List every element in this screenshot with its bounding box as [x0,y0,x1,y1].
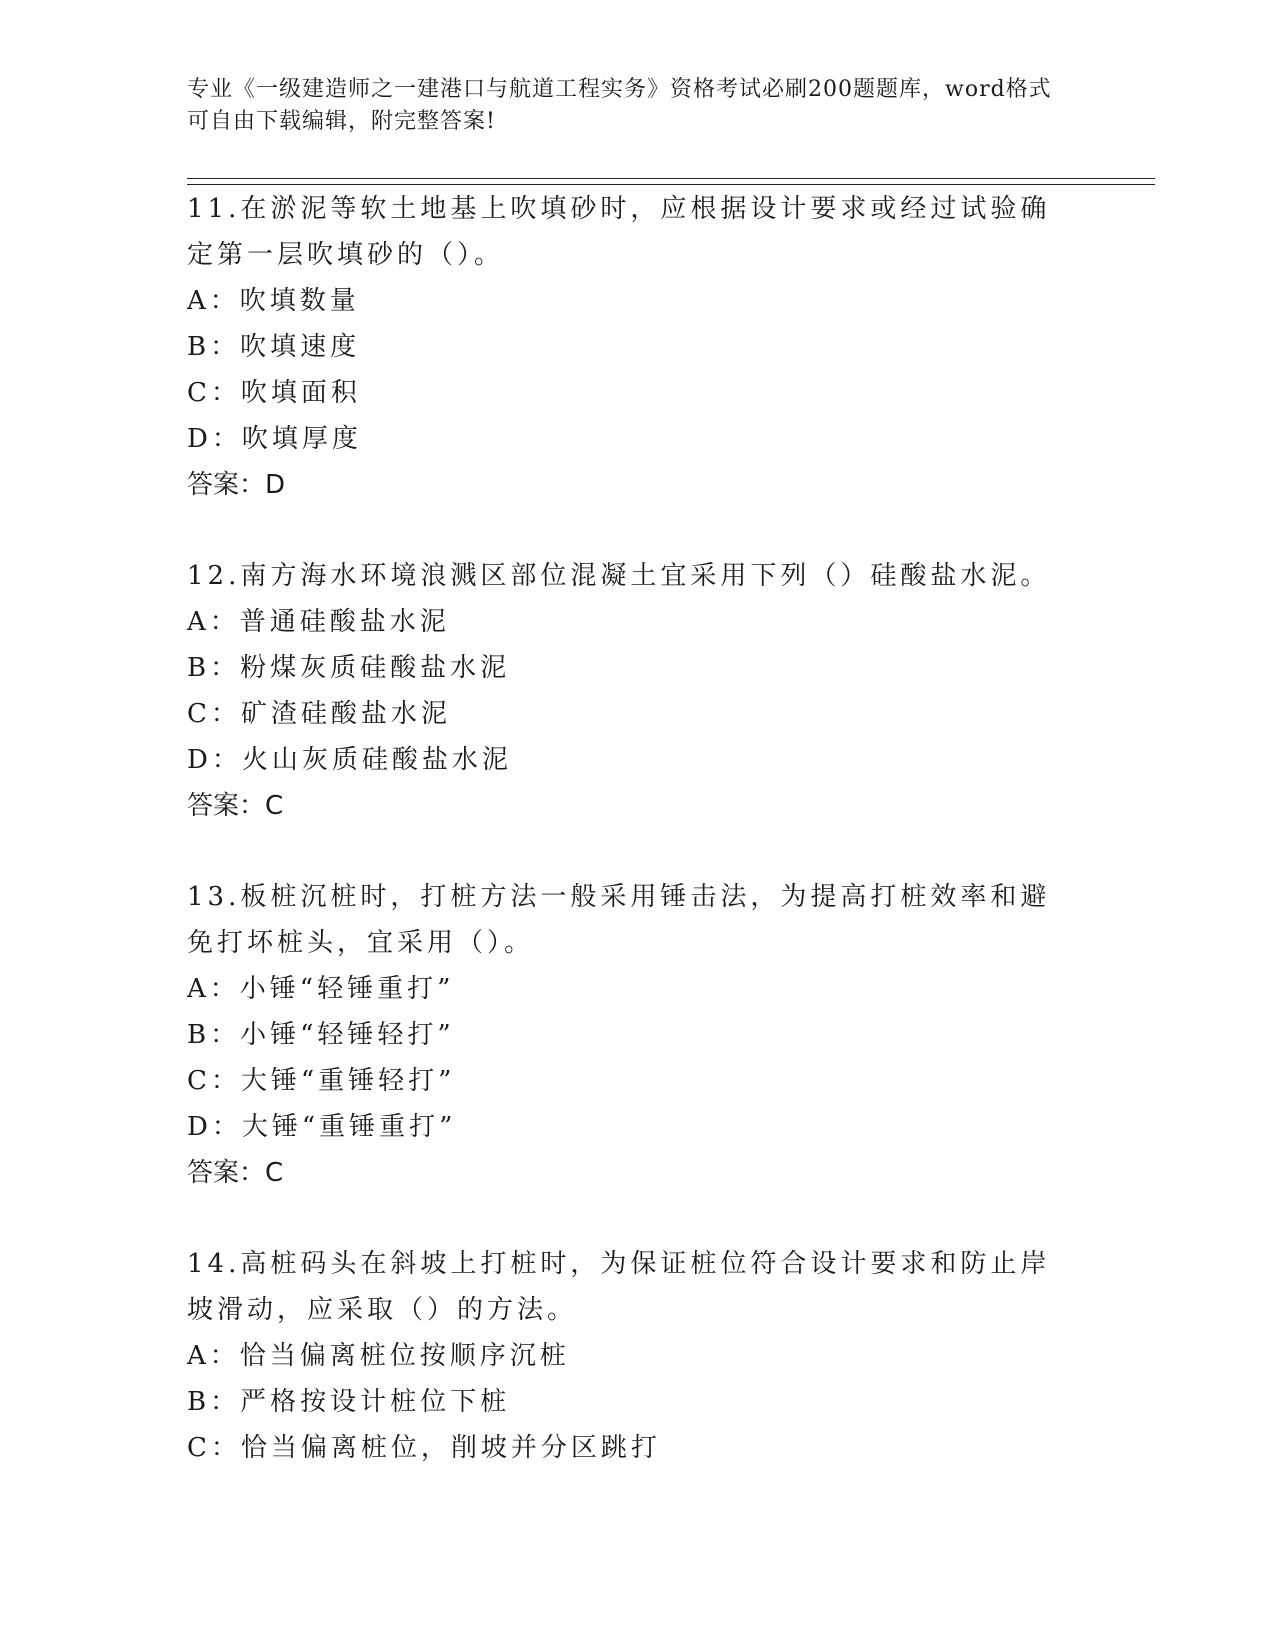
option-a: A：普通硅酸盐水泥 [187,607,450,637]
option-c: C：恰当偏离桩位，削坡并分区跳打 [187,1433,661,1463]
document-header: 专业《一级建造师之一建港口与航道工程实务》资格考试必刷200题题库，word格式可自由下载编辑，附完整答案! [187,77,1052,134]
question-14 [187,1241,1067,1471]
option-a: A：吹填数量 [187,286,360,316]
option-c: C：大锤“重锤轻打” [187,1066,456,1096]
option-d: D：吹填厚度 [187,424,362,454]
answer-line: 答案：C [187,791,284,821]
option-b: B：小锤“轻锤轻打” [187,1020,455,1050]
question-13 [187,874,1067,1196]
question-stem: 12.南方海水环境浪溅区部位混凝土宜采用下列（）硅酸盐水泥。 [187,561,1051,591]
option-b: B：粉煤灰质硅酸盐水泥 [187,653,511,683]
option-c: C：吹填面积 [187,378,361,408]
answer-line: 答案：D [187,470,286,500]
option-a: A：恰当偏离桩位按顺序沉桩 [187,1341,570,1371]
question-list [187,186,1067,1516]
answer-line: 答案：C [187,1158,284,1188]
question-11 [187,186,1067,508]
option-c: C：矿渣硅酸盐水泥 [187,699,451,729]
header-divider-bottom [187,184,1155,185]
option-d: D：大锤“重锤重打” [187,1112,457,1142]
option-b: B：吹填速度 [187,332,361,362]
question-stem: 14.高桩码头在斜坡上打桩时，为保证桩位符合设计要求和防止岸坡滑动，应采取（）的方法。 [187,1249,1051,1325]
question-stem: 13.板桩沉桩时，打桩方法一般采用锤击法，为提高打桩效率和避免打坏桩头，宜采用（）。 [187,882,1051,958]
option-b: B：严格按设计桩位下桩 [187,1387,511,1417]
option-a: A：小锤“轻锤重打” [187,974,455,1004]
header-divider-top [187,178,1155,179]
question-stem: 11.在淤泥等软土地基上吹填砂时，应根据设计要求或经过试验确定第一层吹填砂的（）。 [187,194,1051,270]
option-d: D：火山灰质硅酸盐水泥 [187,745,512,775]
question-12 [187,553,1067,829]
